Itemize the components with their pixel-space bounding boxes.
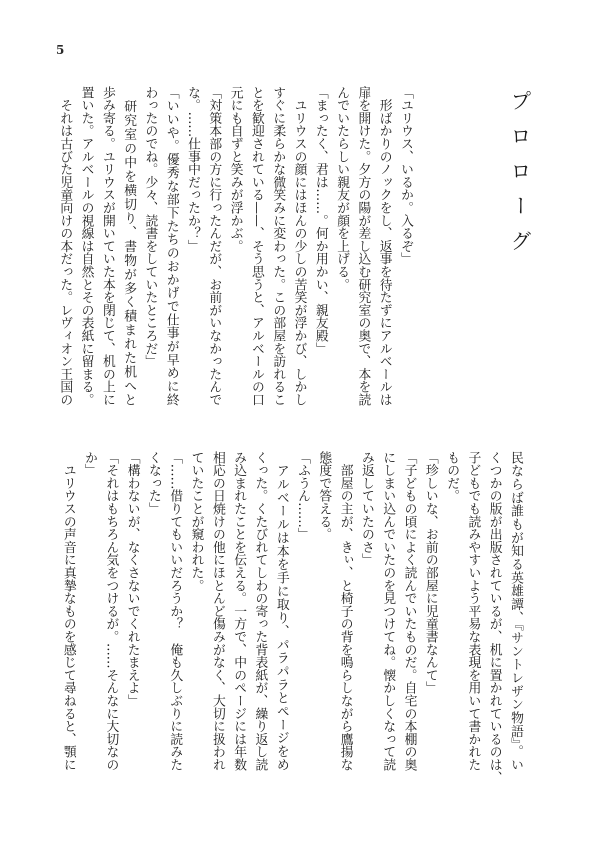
text-line: にしまい込んでいたのを見つけてね。懐かしくなって読 <box>380 451 396 771</box>
upper-text-block <box>54 86 416 406</box>
text-line: 研究室の中を横切り、書物が多く積まれた机へと <box>121 86 137 406</box>
text-line: アルベールは本を手に取り、パラパラとページをめ <box>273 451 289 771</box>
text-line: くった。くたびれてしわの寄った背表紙が、繰り返し読 <box>252 451 268 771</box>
text-line: 歩み寄る。ユリウスが開いていた本を閉じて、机の上に <box>99 86 115 406</box>
text-line: すぐに柔らかな微笑みに変わった。この部屋を訪れるこ <box>270 86 286 406</box>
text-line: 部屋の主が、きぃ、と椅子の背を鳴らしながら鷹揚な <box>337 451 353 771</box>
text-line: 「子どもの頃によく読んでいたものだ。自宅の本棚の奥 <box>401 451 417 771</box>
text-line: 相応の日焼けの他にほとんど傷みがなく、大切に扱われ <box>209 451 225 771</box>
text-line: ユリウスの顔にはほんの少しの苦笑が浮かび、しかし <box>291 86 307 406</box>
text-line: 扉を開けた。夕方の陽が差し込む研究室の奥で、本を読 <box>355 86 371 406</box>
text-line: くなった」 <box>145 451 161 515</box>
text-line: んでいたらしい親友が顔を上げる。 <box>334 86 350 291</box>
chapter-title: プロローグ <box>508 90 532 265</box>
text-line: み返していたのさ」 <box>358 451 374 567</box>
text-line: くつかの版が出版されているが、机に置かれているのは、 <box>486 451 502 784</box>
text-line: とを歓迎されている——、そう思うと、アルベールの口 <box>248 86 264 406</box>
text-line: 「いいや。優秀な部下たちのおかげで仕事が早めに終 <box>163 86 179 406</box>
text-line: か」 <box>82 451 98 477</box>
text-line: な。……仕事中だったか？」 <box>185 86 201 253</box>
text-line: 態度で答える。 <box>316 451 332 541</box>
text-line: 「それはもちろん気をつけるが。……そんなに大切なの <box>103 451 119 771</box>
text-line: 「ふうん……」 <box>295 451 311 541</box>
text-line: 「珍しいな、お前の部屋に児童書なんて」 <box>422 451 438 695</box>
text-line: それは古びた児童向けの本だった。レヴィオン王国の <box>57 86 73 406</box>
text-line: 形ばかりのノックをし、返事を待たずにアルベールは <box>376 86 392 406</box>
text-line: 「構わないが、なくさないでくれたまえよ」 <box>124 451 140 707</box>
text-line: 民ならば誰もが知る英雄譚、『サントレザン物語』。い <box>508 451 523 771</box>
text-line: み込まれたことを伝える。一方で、中のページには年数 <box>231 451 247 771</box>
text-line: ものだ。 <box>444 451 460 503</box>
text-line: 「ユリウス、いるか。入るぞ」 <box>398 86 413 266</box>
text-line: ユリウスの声音に真摯なものを感じて尋ねると、顎に <box>60 451 76 771</box>
text-line: わったのでね。少々、読書をしていたところだ」 <box>142 86 158 368</box>
text-line: 置いた。アルベールの視線は自然とその表紙に留まる。 <box>78 86 94 406</box>
text-line: ていたことが窺われた。 <box>188 451 204 592</box>
lower-text-block <box>57 451 526 784</box>
text-line: 子どもでも読みやすいよう平易な表現を用いて書かれた <box>465 451 481 771</box>
page-number: 5 <box>56 43 65 57</box>
text-line: 元にも自ずと笑みが浮かぶ。 <box>227 86 243 253</box>
text-line: 「……借りてもいいだろうか？ 俺も久しぶりに読みた <box>167 451 183 771</box>
text-line: 「対策本部の方に行ったんだが、お前がいなかったんで <box>206 86 222 406</box>
text-line: 「まったく、君は……。何か用かい、親友殿」 <box>312 86 328 355</box>
